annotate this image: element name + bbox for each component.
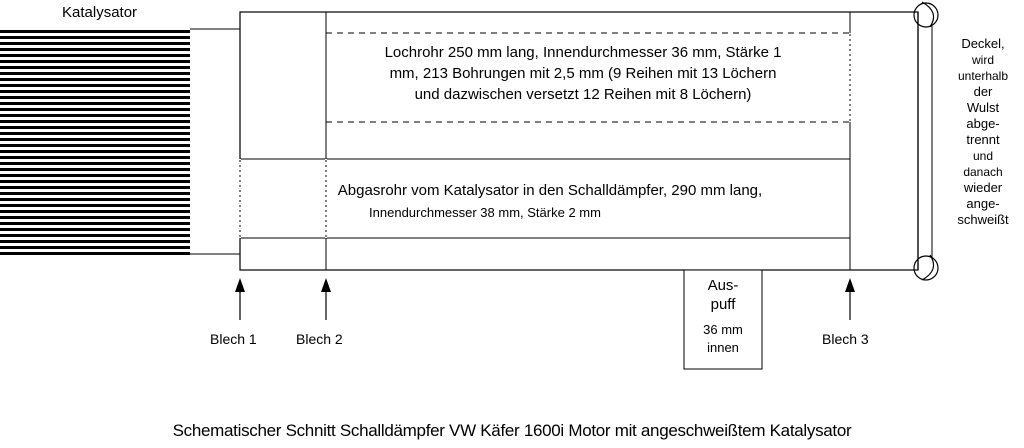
perforated-tube-label — [333, 42, 833, 105]
catalyst-stripe — [0, 228, 190, 231]
catalyst-stripe — [0, 210, 190, 213]
catalyst-stripe — [0, 72, 190, 75]
lid-note-line: und — [972, 149, 994, 163]
outlet-line-3: 36 mm — [703, 322, 743, 337]
catalyst-stripe — [0, 54, 190, 57]
lid-note-line: abge- — [966, 116, 1000, 131]
lid-note-line: Wulst — [966, 100, 1000, 115]
lid-note-line: wird — [971, 53, 994, 67]
outlet-line-1: Aus- — [707, 277, 739, 294]
catalyst-stripe — [0, 60, 190, 63]
catalyst-stripe — [0, 48, 190, 51]
catalyst-stripe — [0, 96, 190, 99]
catalyst-stripe — [0, 108, 190, 111]
plate-1-label: Blech 1 — [210, 331, 257, 347]
catalyst-stripe — [0, 138, 190, 141]
catalyst-stripe — [0, 186, 190, 189]
diagram-caption: Schematischer Schnitt Schalldämpfer VW Käfer 1600i Motor mit angeschweißtem Katalysator — [172, 421, 852, 440]
catalyst-stripe — [0, 84, 190, 87]
catalyst-stripe — [0, 36, 190, 39]
plate-2-arrow — [321, 278, 331, 320]
catalyst-stripe — [0, 78, 190, 81]
lid-note-line: trennt — [966, 132, 1000, 147]
catalyst-stripe — [0, 222, 190, 225]
catalyst-stripe — [0, 144, 190, 147]
catalyst-stripe — [0, 234, 190, 237]
catalyst-stripe — [0, 216, 190, 219]
catalyst-stripe — [0, 162, 190, 165]
lid-bead-bottom — [922, 255, 934, 280]
plate-3-arrow — [845, 278, 855, 320]
catalyst-stripe — [0, 240, 190, 243]
catalyst-stripe — [0, 150, 190, 153]
lid-note-line: unterhalb — [957, 69, 1009, 83]
outlet-line-4: innen — [707, 340, 739, 355]
catalyst-stripe — [0, 66, 190, 69]
perforated-tube-line-2: mm, 213 Bohrungen mit 2,5 mm (9 Reihen mit 13 Löchern — [389, 65, 777, 82]
exhaust-pipe-line-1: Abgasrohr vom Katalysator in den Schalldämpfer, 290 mm lang, — [337, 182, 763, 199]
catalyst-stripe — [0, 180, 190, 183]
outlet-size-label — [684, 321, 762, 357]
catalyst-stripe — [0, 198, 190, 201]
catalyst-stripe — [0, 132, 190, 135]
lid-note-line: wieder — [963, 180, 1003, 195]
plate-1-arrow — [235, 278, 245, 320]
lid-note — [946, 36, 1020, 228]
lid-note-line: Deckel, — [961, 36, 1005, 51]
plate-3-label: Blech 3 — [822, 331, 869, 347]
catalyst-stripe — [0, 174, 190, 177]
catalyst-stripe — [0, 126, 190, 129]
outlet-line-2: puff — [710, 296, 736, 313]
lid-bead-top — [922, 2, 934, 27]
catalyst-stripe — [0, 102, 190, 105]
lid-note-line: schweißt — [957, 212, 1009, 227]
lid-note-line: der — [973, 84, 993, 99]
catalyst-block — [0, 30, 190, 255]
catalyst-stripe — [0, 246, 190, 249]
lid-note-line: ange- — [966, 196, 1000, 211]
outlet-label — [684, 276, 762, 314]
catalyst-stripe — [0, 168, 190, 171]
catalyst-stripe — [0, 156, 190, 159]
plate-2-label: Blech 2 — [296, 331, 343, 347]
catalyst-stripe — [0, 192, 190, 195]
catalyst-stripe — [0, 204, 190, 207]
catalyst-stripe — [0, 114, 190, 117]
catalyst-stripe — [0, 252, 190, 255]
catalyst-stripe — [0, 30, 190, 33]
perforated-tube-line-1: Lochrohr 250 mm lang, Innendurchmesser 36 mm, Stärke 1 — [384, 44, 782, 61]
perforated-tube-line-3: und dazwischen versetzt 12 Reihen mit 8 Löchern) — [414, 86, 752, 103]
catalyst-stripe — [0, 42, 190, 45]
catalyst-stripe — [0, 90, 190, 93]
catalyst-label: Katalysator — [62, 4, 138, 21]
catalyst-stripe — [0, 120, 190, 123]
lid-note-line: danach — [963, 165, 1003, 179]
exhaust-pipe-line-2: Innendurchmesser 38 mm, Stärke 2 mm — [369, 205, 601, 220]
